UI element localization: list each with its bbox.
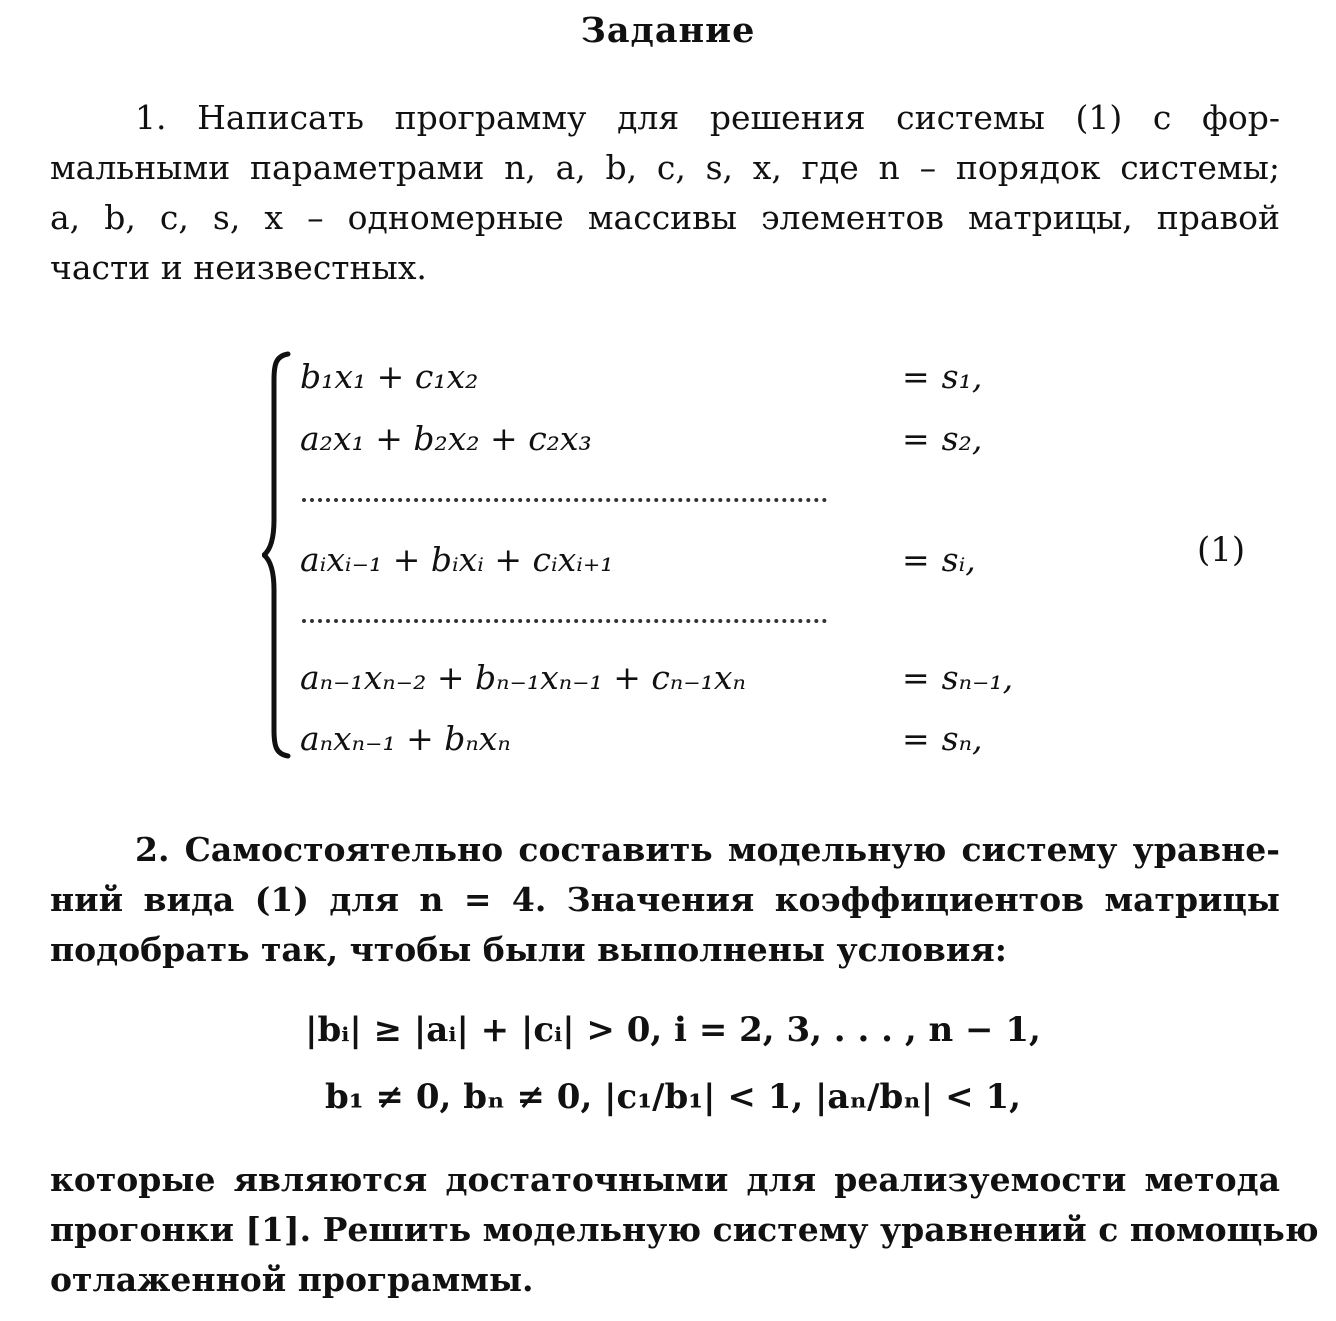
task-item-2-continued-line: прогонки [1]. Решить модельную систему уравнений с помощью bbox=[50, 1210, 1319, 1249]
equation-row-n-rhs bbox=[902, 714, 982, 764]
equation-row-n-minus-1-lhs: aₙ₋₁xₙ₋₂ + bₙ₋₁xₙ₋₁ + cₙ₋₁xₙ bbox=[300, 658, 746, 697]
equals-sign: = bbox=[902, 357, 930, 396]
task-item-2-continued-line: отлаженной программы. bbox=[50, 1260, 534, 1299]
equation-row-1-rhs bbox=[902, 352, 982, 402]
equation-row-2-rhs bbox=[902, 414, 982, 464]
equation-row-n-minus-1-rhs bbox=[902, 653, 1013, 703]
equation-row-i-lhs: aᵢxᵢ₋₁ + bᵢxᵢ + cᵢxᵢ₊₁ bbox=[300, 540, 614, 579]
dotted-ellipsis-row bbox=[302, 492, 827, 502]
task-item-2-continued bbox=[50, 1155, 1319, 1305]
condition-line-1: |bᵢ| ≥ |aᵢ| + |cᵢ| > 0, i = 2, 3, . . . , n − 1, bbox=[305, 1010, 1041, 1050]
rhs-value: s₂, bbox=[941, 419, 983, 458]
equation-number: (1) bbox=[1197, 530, 1246, 570]
task-item-1-line: a, b, c, s, x – одномерные массивы элементов матрицы, правой bbox=[50, 198, 1280, 237]
task-item-1-line: мальными параметрами n, a, b, c, s, x, где n – порядок системы; bbox=[50, 148, 1280, 187]
task-item-1-line: 1. Написать программу для решения системы (1) с фор- bbox=[135, 98, 1280, 137]
task-item-2 bbox=[50, 825, 1280, 975]
left-brace bbox=[262, 350, 292, 760]
task-item-1 bbox=[50, 93, 1280, 293]
page-title: Задание bbox=[580, 10, 756, 51]
equation-system bbox=[262, 350, 1262, 770]
equals-sign: = bbox=[902, 419, 930, 458]
equals-sign: = bbox=[902, 719, 930, 758]
rhs-value: sₙ₋₁, bbox=[941, 658, 1014, 697]
task-item-2-line: ний вида (1) для n = 4. Значения коэффициентов матрицы bbox=[50, 880, 1280, 919]
rhs-value: sₙ, bbox=[941, 719, 983, 758]
equation-row-i-rhs bbox=[902, 535, 976, 585]
equation-row-n-lhs: aₙxₙ₋₁ + bₙxₙ bbox=[300, 719, 511, 758]
equation-row-2-lhs: a₂x₁ + b₂x₂ + c₂x₃ bbox=[300, 419, 592, 458]
condition-line-2: b₁ ≠ 0, bₙ ≠ 0, |c₁/b₁| < 1, |aₙ/bₙ| < 1, bbox=[325, 1077, 1021, 1117]
equation-row-1-lhs: b₁x₁ + c₁x₂ bbox=[300, 357, 479, 396]
task-item-1-line: части и неизвестных. bbox=[50, 248, 427, 287]
equals-sign: = bbox=[902, 540, 930, 579]
task-item-2-line: подобрать так, чтобы были выполнены условия: bbox=[50, 930, 1007, 969]
rhs-value: s₁, bbox=[941, 357, 983, 396]
dotted-ellipsis-row bbox=[302, 613, 827, 623]
equals-sign: = bbox=[902, 658, 930, 697]
rhs-value: sᵢ, bbox=[941, 540, 976, 579]
task-item-2-continued-line: которые являются достаточными для реализуемости метода bbox=[50, 1160, 1280, 1199]
task-item-2-line: 2. Самостоятельно составить модельную систему уравне- bbox=[135, 830, 1280, 869]
